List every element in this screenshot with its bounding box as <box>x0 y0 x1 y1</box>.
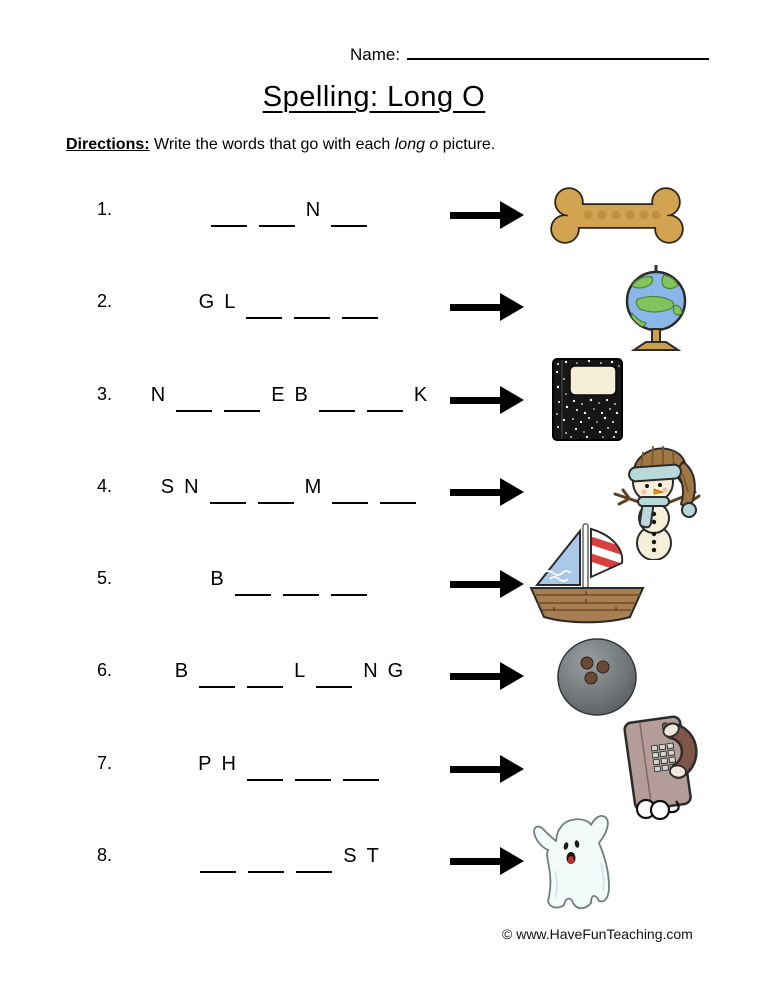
answer-blank[interactable] <box>210 474 246 504</box>
name-input-line[interactable] <box>407 42 709 60</box>
arrow-shaft <box>450 304 504 311</box>
right-arrow-icon <box>450 386 524 414</box>
answer-blank[interactable] <box>259 197 295 227</box>
arrow-head <box>500 201 524 229</box>
given-letter: T <box>366 845 379 867</box>
exercise-row-8 <box>0 845 772 881</box>
given-letter: G <box>198 291 215 313</box>
item-number: 2. <box>97 291 113 311</box>
given-letter: P <box>198 753 212 775</box>
given-letter: K <box>413 384 428 406</box>
arrow-shaft <box>450 673 504 680</box>
answer-blank[interactable] <box>295 751 331 781</box>
name-row <box>350 42 709 65</box>
item-number: 5. <box>97 568 113 588</box>
arrow-shaft <box>450 489 504 496</box>
given-letter: B <box>210 568 224 590</box>
right-arrow-icon <box>450 478 524 506</box>
given-letter: L <box>294 660 306 682</box>
arrow-head <box>500 662 524 690</box>
ghost-image <box>531 813 625 913</box>
word-pattern <box>133 470 445 504</box>
boat-image <box>524 521 650 625</box>
answer-blank[interactable] <box>283 566 319 596</box>
answer-blank[interactable] <box>343 751 379 781</box>
exercise-row-6 <box>0 660 772 696</box>
arrow-head <box>500 755 524 783</box>
answer-blank[interactable] <box>296 843 332 873</box>
exercise-row-5 <box>0 568 772 604</box>
word-pattern <box>133 654 445 688</box>
item-number: 1. <box>97 199 113 219</box>
directions <box>66 136 495 154</box>
answer-blank[interactable] <box>316 658 352 688</box>
given-letter: B <box>174 660 189 682</box>
given-letter: E <box>271 384 285 406</box>
answer-blank[interactable] <box>235 566 271 596</box>
given-letter: N <box>184 476 199 498</box>
phone-image <box>616 711 704 821</box>
answer-blank[interactable] <box>248 843 284 873</box>
arrow-head <box>500 570 524 598</box>
answer-blank[interactable] <box>199 658 235 688</box>
answer-blank[interactable] <box>246 289 282 319</box>
answer-blank[interactable] <box>247 658 283 688</box>
directions-label: Directions: <box>66 136 150 153</box>
given-letter: N <box>150 384 166 406</box>
copyright-credit: © www.HaveFunTeaching.com <box>502 926 693 942</box>
word-pattern <box>133 193 445 227</box>
worksheet-title: Spelling: Long O <box>262 81 486 113</box>
right-arrow-icon <box>450 570 524 598</box>
word-pattern <box>133 285 445 319</box>
answer-blank[interactable] <box>247 751 283 781</box>
arrow-shaft <box>450 397 504 404</box>
item-number: 7. <box>97 753 113 773</box>
word-pattern <box>133 747 445 781</box>
arrow-head <box>500 386 524 414</box>
arrow-shaft <box>450 581 504 588</box>
bone-image <box>548 186 686 246</box>
answer-blank[interactable] <box>176 382 212 412</box>
item-number: 8. <box>97 845 113 865</box>
bowling-ball-image <box>556 637 638 717</box>
answer-blank[interactable] <box>331 197 367 227</box>
word-pattern <box>133 562 445 596</box>
answer-blank[interactable] <box>224 382 260 412</box>
name-label: Name: <box>350 45 401 64</box>
item-number: 6. <box>97 660 113 680</box>
word-pattern <box>133 378 445 412</box>
answer-blank[interactable] <box>367 382 403 412</box>
given-letter: S <box>160 476 175 498</box>
right-arrow-icon <box>450 201 524 229</box>
answer-blank[interactable] <box>331 566 367 596</box>
right-arrow-icon <box>450 293 524 321</box>
arrow-head <box>500 847 524 875</box>
item-number: 3. <box>97 384 113 404</box>
globe-image <box>616 263 696 355</box>
answer-blank[interactable] <box>380 474 416 504</box>
given-letter: N <box>363 660 378 682</box>
answer-blank[interactable] <box>211 197 247 227</box>
answer-blank[interactable] <box>342 289 378 319</box>
given-letter: N <box>305 199 321 221</box>
given-letter: B <box>294 384 308 406</box>
given-letter: G <box>387 660 404 682</box>
item-number: 4. <box>97 476 113 496</box>
given-letter: L <box>224 291 236 313</box>
right-arrow-icon <box>450 755 524 783</box>
arrow-head <box>500 478 524 506</box>
word-pattern <box>133 839 445 873</box>
arrow-shaft <box>450 858 504 865</box>
answer-blank[interactable] <box>294 289 330 319</box>
exercise-row-3 <box>0 384 772 420</box>
given-letter: H <box>221 753 236 775</box>
answer-blank[interactable] <box>200 843 236 873</box>
answer-blank[interactable] <box>258 474 294 504</box>
given-letter: S <box>343 845 357 867</box>
answer-blank[interactable] <box>319 382 355 412</box>
right-arrow-icon <box>450 662 524 690</box>
directions-text: Write the words that go with each long o picture. <box>149 136 496 153</box>
arrow-head <box>500 293 524 321</box>
right-arrow-icon <box>450 847 524 875</box>
given-letter: M <box>304 476 322 498</box>
arrow-shaft <box>450 212 504 219</box>
arrow-shaft <box>450 766 504 773</box>
answer-blank[interactable] <box>332 474 368 504</box>
